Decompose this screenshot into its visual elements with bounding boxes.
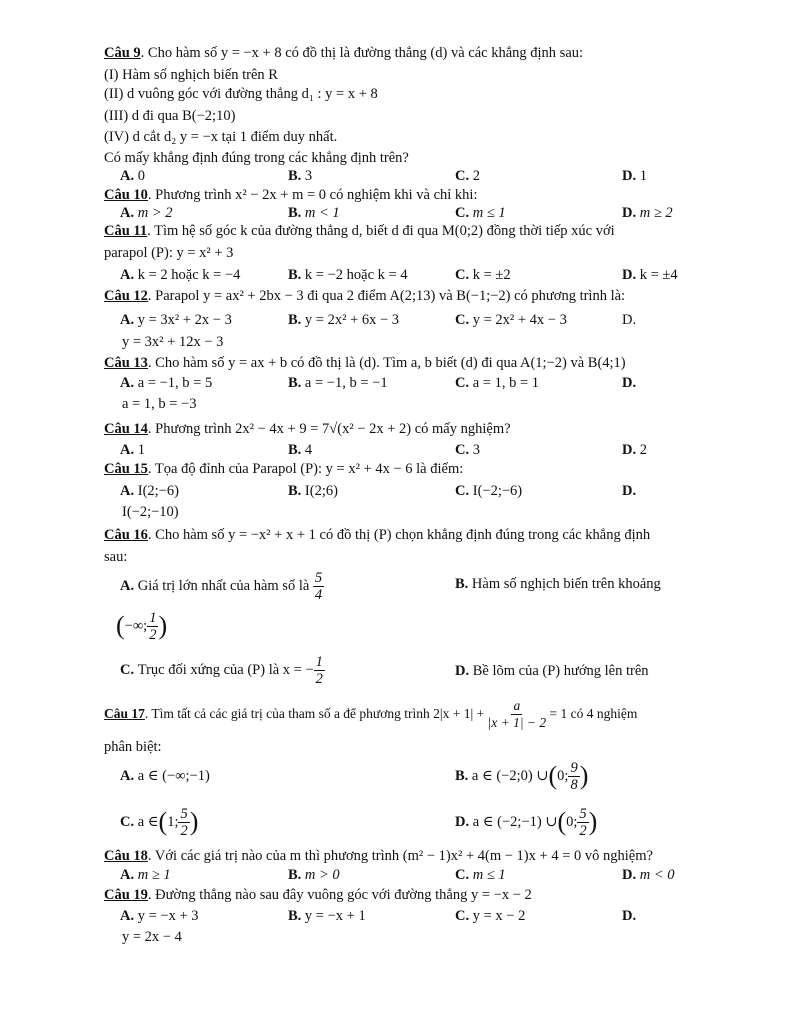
option-b[interactable]: B. Hàm số nghịch biến trên khoảng [455,576,661,592]
option-d[interactable]: I(−2;−10) [122,504,179,520]
question-9 [104,44,583,62]
option-b[interactable]: B. 4 [288,442,313,458]
question-11: Câu 11. Tìm hệ số góc k của đường thẳng d, biết d đi qua M(0;2) đồng thời tiếp xúc với [104,223,615,239]
option-c[interactable]: C. I(−2;−6) [455,483,523,499]
question-14: Câu 14. Phương trình 2x² − 4x + 9 = 7√(x² − 2x + 2) có mấy nghiệm? [104,421,511,437]
option-b[interactable]: B. m < 1 [288,205,340,221]
option-c[interactable]: C. y = 2x² + 4x − 3 [455,312,567,328]
option-d-label[interactable]: D. [622,908,637,924]
option-d-label[interactable]: D. [622,375,637,391]
option-a[interactable]: A. a = −1, b = 5 [120,375,213,391]
option-b[interactable]: B. m > 0 [288,867,340,883]
option-d[interactable]: D. m ≥ 2 [622,205,673,221]
question-16: Câu 16. Cho hàm số y = −x² + x + 1 có đồ thị (P) chọn khẳng định đúng trong các khẳng định [104,527,651,543]
fraction: 5 4 [314,569,323,603]
question-19: Câu 19. Đường thẳng nào sau đây vuông góc với đường thẳng y = −x − 2 [104,887,532,903]
option-d[interactable]: D. k = ±4 [622,267,678,283]
option-b[interactable]: B. 3 [288,168,313,184]
option-a[interactable]: A. I(2;−6) [120,483,179,499]
option-a[interactable]: A. 0 [120,168,145,184]
option-d[interactable]: D. 2 [622,442,647,458]
option-a[interactable]: A. Giá trị lớn nhất của hàm số là 5 4 [120,569,323,603]
option-b[interactable]: B. k = −2 hoặc k = 4 [288,267,408,283]
question-18: Câu 18. Với các giá trị nào của m thì phương trình (m² − 1)x² + 4(m − 1)x + 4 = 0 vô nghiệm? [104,848,653,864]
question-label: Câu 9 [104,45,141,61]
question-prompt: Có mấy khẳng định đúng trong các khẳng định trên? [104,150,409,166]
option-d[interactable]: y = 2x − 4 [122,929,182,945]
question-10: Câu 10. Phương trình x² − 2x + m = 0 có nghiệm khi và chỉ khi: [104,187,478,203]
question-11-cont: parapol (P): y = x² + 3 [104,245,234,261]
option-a[interactable]: A. y = 3x² + 2x − 3 [120,312,232,328]
statement-4: (IV) d cắt d₂ y = −x tại 1 điểm duy nhất. [104,129,338,145]
option-c[interactable]: C. 2 [455,168,480,184]
option-b[interactable]: B. a = −1, b = −1 [288,375,388,391]
option-d[interactable]: y = 3x² + 12x − 3 [122,334,224,350]
option-d-label[interactable]: D. [622,312,637,328]
option-c[interactable]: C. 3 [455,442,480,458]
option-a[interactable]: A. y = −x + 3 [120,908,199,924]
option-a[interactable]: A. 1 [120,442,145,458]
question-15: Câu 15. Tọa độ đỉnh của Parapol (P): y = x² + 4x − 6 là điểm: [104,461,464,477]
question-13: Câu 13. Cho hàm số y = ax + b có đồ thị là (d). Tìm a, b biết (d) đi qua A(1;−2) và B(4;1) [104,355,626,371]
option-c[interactable]: C. m ≤ 1 [455,867,506,883]
option-c[interactable]: C. k = ±2 [455,267,511,283]
option-d-label[interactable]: D. [622,483,637,499]
option-d[interactable]: a = 1, b = −3 [122,396,197,412]
option-c[interactable]: C. Trục đối xứng của (P) là x = − $\frac{1}{2}$ [120,653,323,687]
option-b[interactable]: B. a ∈ (−2;0) ∪ ( 0; 9 8 ) [455,759,589,793]
option-d[interactable]: D. Bề lõm của (P) hướng lên trên [455,663,649,679]
question-16-cont: sau: [104,549,128,565]
option-c[interactable]: C. a = 1, b = 1 [455,375,540,391]
statement-1: (I) Hàm số nghịch biến trên R [104,67,278,83]
question-12: Câu 12. Parapol y = ax² + 2bx − 3 đi qua 2 điểm A(2;13) và B(−1;−2) có phương trình là: [104,288,626,304]
option-d[interactable]: D. a ∈ (−2;−1) ∪ ( 0; 5 2 ) [455,805,598,839]
question-17: Câu 17 . Tìm tất cả các giá trị của tham số a để phương trình 2|x + 1| + $\frac{a}{|x + 1| - 2}$ = 1 có 4 nghiệm [104,697,638,730]
option-b[interactable]: B. I(2;6) [288,483,338,499]
option-c[interactable]: C. a ∈ ( 1; 5 2 ) [120,805,199,839]
option-a[interactable]: A. m ≥ 1 [120,867,171,883]
option-a[interactable]: A. k = 2 hoặc k = −4 [120,267,241,283]
option-c[interactable]: C. m ≤ 1 [455,205,506,221]
statement-3: (III) d đi qua B(−2;10) [104,108,236,124]
option-b[interactable]: B. y = −x + 1 [288,908,366,924]
option-d[interactable]: D. m < 0 [622,867,675,883]
option-c[interactable]: C. y = x − 2 [455,908,526,924]
statement-2: (II) d vuông góc với đường thẳng d₁ : y = x + 8 [104,86,378,102]
option-b[interactable]: B. y = 2x² + 6x − 3 [288,312,400,328]
option-d[interactable]: D. 1 [622,168,647,184]
question-17-cont: phân biệt: [104,739,162,755]
option-a[interactable]: A. m > 2 [120,205,173,221]
option-b-interval: ( −∞; 1 2 ) [116,609,168,643]
question-text: . Cho hàm số y = −x + 8 có đồ thị là đường thẳng (d) và các khẳng định sau: [140,45,584,61]
option-a[interactable]: A. a ∈ (−∞;−1) [120,768,210,784]
